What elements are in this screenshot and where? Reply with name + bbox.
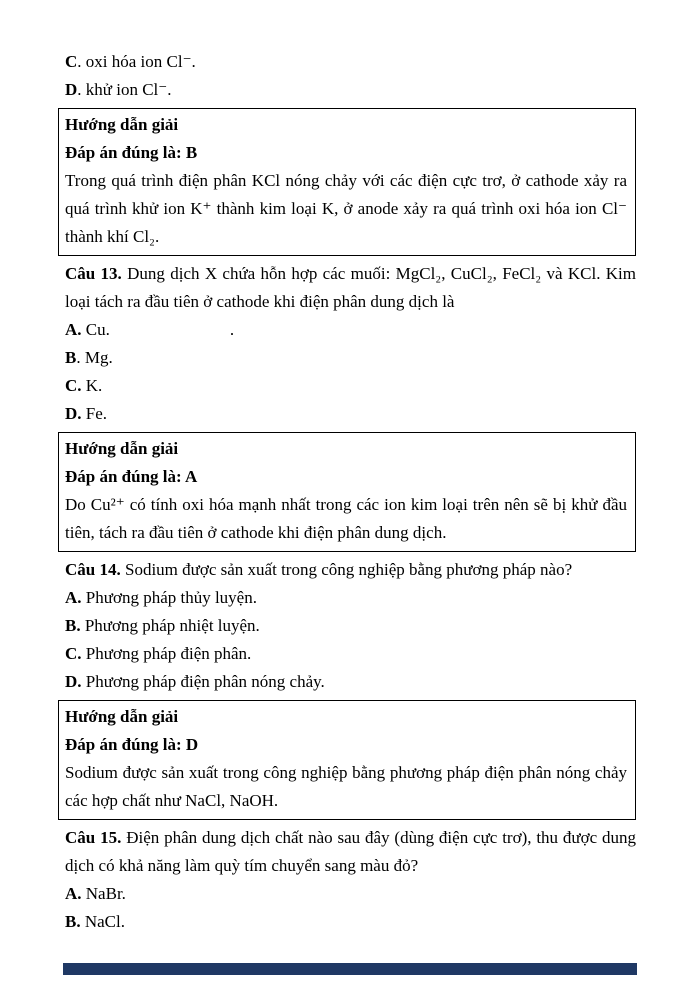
option-text: . khử ion Cl⁻.	[77, 80, 172, 99]
option-b	[65, 344, 636, 372]
page-bottom-bar	[63, 963, 637, 975]
option-label: D	[65, 80, 78, 99]
option-label: D.	[65, 404, 82, 423]
stray-period: .	[229, 320, 235, 339]
option-text: K.	[81, 376, 103, 395]
question-13	[65, 260, 636, 316]
question-text: Điện phân dung dịch chất nào sau đây (dùng điện cực trơ), thu được dung dịch có khả năng làm quỳ tím chuyển sang màu đỏ?	[65, 828, 637, 875]
option-label: A.	[65, 320, 82, 339]
question-15	[65, 824, 636, 880]
option-label: C.	[65, 644, 82, 663]
question-text: Dung dịch X chứa hỗn hợp các muối: MgCl₂, CuCl₂, FeCl₂ và KCl. Kim loại tách ra đầu tiên ở cathode khi điện phân dung dịch là	[65, 264, 637, 311]
question-number: Câu 13.	[65, 264, 122, 283]
question-text: Sodium được sản xuất trong công nghiệp bằng phương pháp nào?	[120, 560, 573, 579]
option-text: . oxi hóa ion Cl⁻.	[77, 52, 196, 71]
option-text: Phương pháp thủy luyện.	[81, 588, 257, 607]
solution-box-q14	[58, 700, 636, 820]
question-14	[65, 556, 636, 584]
solution-heading: Hướng dẫn giải	[65, 707, 179, 726]
option-b	[65, 612, 636, 640]
option-a	[65, 584, 636, 612]
solution-box-q12	[58, 108, 636, 256]
option-text: Phương pháp điện phân.	[81, 644, 252, 663]
option-text: NaCl.	[80, 912, 125, 931]
option-b	[65, 908, 636, 936]
option-label: B.	[65, 616, 81, 635]
option-label: C	[65, 52, 78, 71]
option-a	[65, 316, 636, 344]
solution-body: Sodium được sản xuất trong công nghiệp bằng phương pháp điện phân nóng chảy các hợp chất như NaCl, NaOH.	[65, 763, 627, 810]
option-label: D.	[65, 672, 82, 691]
option-label: B.	[65, 912, 81, 931]
option-text: Phương pháp điện phân nóng chảy.	[81, 672, 325, 691]
option-d-top	[65, 76, 636, 104]
option-label: A.	[65, 588, 82, 607]
option-a	[65, 880, 636, 908]
option-label: B	[65, 348, 77, 367]
option-label: A.	[65, 884, 82, 903]
option-text: NaBr.	[81, 884, 126, 903]
solution-heading: Hướng dẫn giải	[65, 115, 179, 134]
correct-answer: Đáp án đúng là: B	[65, 143, 198, 162]
solution-box-q13	[58, 432, 636, 552]
option-label: C.	[65, 376, 82, 395]
option-text: Cu.	[81, 320, 110, 339]
solution-body: Do Cu²⁺ có tính oxi hóa mạnh nhất trong các ion kim loại trên nên sẽ bị khử đầu tiên, tách ra đầu tiên ở cathode khi điện phân dung dịch.	[65, 495, 627, 542]
option-text: Fe.	[81, 404, 108, 423]
correct-answer: Đáp án đúng là: D	[65, 735, 199, 754]
option-c-top	[65, 48, 636, 76]
correct-answer: Đáp án đúng là: A	[65, 467, 198, 486]
option-c	[65, 372, 636, 400]
option-d	[65, 400, 636, 428]
question-number: Câu 14.	[65, 560, 121, 579]
option-text: Phương pháp nhiệt luyện.	[80, 616, 260, 635]
option-d	[65, 668, 636, 696]
option-text: . Mg.	[76, 348, 113, 367]
solution-heading: Hướng dẫn giải	[65, 439, 179, 458]
question-number: Câu 15.	[65, 828, 122, 847]
solution-body: Trong quá trình điện phân KCl nóng chảy với các điện cực trơ, ở cathode xảy ra quá trình khử ion K⁺ thành kim loại K, ở anode xảy ra quá trình oxi hóa ion Cl⁻ thành khí Cl₂.	[65, 171, 627, 246]
option-c	[65, 640, 636, 668]
